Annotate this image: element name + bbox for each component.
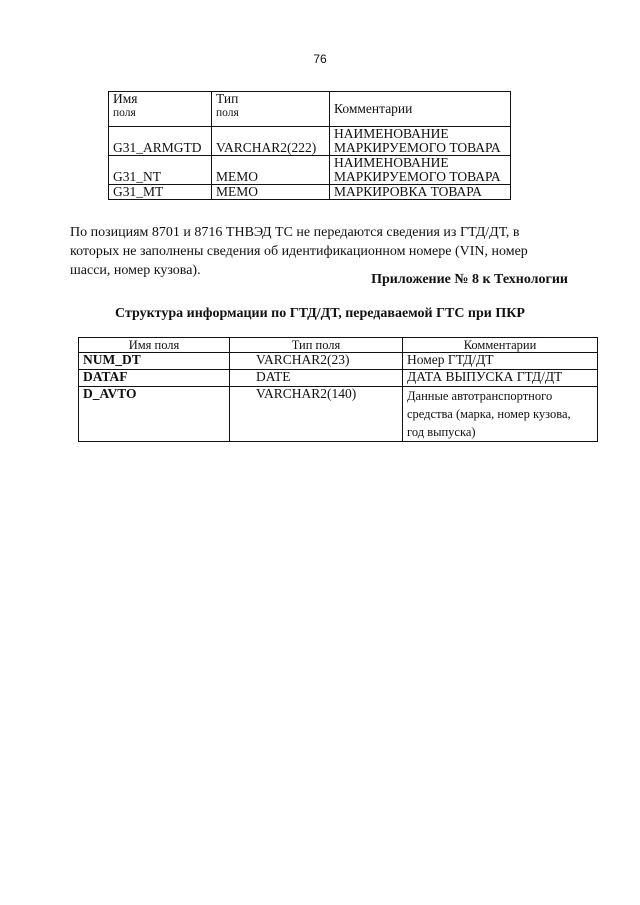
field-comment-cell: [403, 387, 598, 442]
table-row: [79, 353, 598, 370]
table-row: [109, 185, 511, 200]
table-row: [109, 127, 511, 156]
field-name-cell: NUM_DT: [79, 353, 230, 370]
comment-line: средства (марка, номер кузова,: [407, 407, 571, 421]
field-type-cell: VARCHAR2(23): [230, 353, 403, 370]
field-comment-cell: Номер ГТД/ДТ: [403, 353, 598, 370]
header-name-line1: Имя: [113, 91, 138, 106]
field-name-cell: DATAF: [79, 370, 230, 387]
body-paragraph: По позициям 8701 и 8716 ТНВЭД ТС не передаются сведения из ГТД/ДТ, в которых не заполнены сведения об идентификационном номере (VIN, номер шасси, номер кузова).: [70, 225, 528, 278]
table-row: [79, 370, 598, 387]
field-comment-cell: ДАТА ВЫПУСКА ГТД/ДТ: [403, 370, 598, 387]
comment-line: МАРКИРУЕМОГО ТОВАРА: [334, 140, 501, 155]
header-comment-cell: Комментарии: [403, 338, 598, 353]
comment-line: МАРКИРУЕМОГО ТОВАРА: [334, 169, 501, 184]
header-type-cell: Тип поля: [230, 338, 403, 353]
comment-line: НАИМЕНОВАНИЕ: [334, 126, 449, 141]
field-name-cell: G31_NT: [109, 156, 212, 185]
field-type-cell: VARCHAR2(222): [212, 127, 330, 156]
field-type-cell: DATE: [230, 370, 403, 387]
table-header-row: [79, 338, 598, 353]
header-name-line2: поля: [113, 107, 136, 119]
fields-table-2: [78, 337, 598, 442]
fields-table-1: [108, 91, 511, 200]
appendix-heading: Приложение № 8 к Технологии: [371, 272, 568, 287]
page-number: 76: [313, 52, 327, 66]
field-comment-cell: МАРКИРОВКА ТОВАРА: [330, 185, 511, 200]
comment-line: Данные автотранспортного: [407, 389, 553, 403]
header-comment-cell: Комментарии: [330, 92, 511, 127]
header-name-cell: Имя поля: [79, 338, 230, 353]
field-type-cell: MEMO: [212, 156, 330, 185]
field-type-cell: VARCHAR2(140): [230, 387, 403, 442]
field-type-cell: MEMO: [212, 185, 330, 200]
table-header-row: [109, 92, 511, 127]
header-type-cell: [212, 92, 330, 127]
field-comment-cell: [330, 127, 511, 156]
field-name-cell: G31_ARMGTD: [109, 127, 212, 156]
field-comment-cell: [330, 156, 511, 185]
table-row: [109, 156, 511, 185]
structure-title: Структура информации по ГТД/ДТ, передаваемой ГТС при ПКР: [115, 306, 525, 321]
table-row: [79, 387, 598, 442]
field-name-cell: G31_MT: [109, 185, 212, 200]
header-type-line1: Тип: [216, 91, 239, 106]
header-name-cell: [109, 92, 212, 127]
comment-line: НАИМЕНОВАНИЕ: [334, 155, 449, 170]
header-type-line2: поля: [216, 107, 239, 119]
field-name-cell: D_AVTO: [79, 387, 230, 442]
comment-line: год выпуска): [407, 425, 476, 439]
